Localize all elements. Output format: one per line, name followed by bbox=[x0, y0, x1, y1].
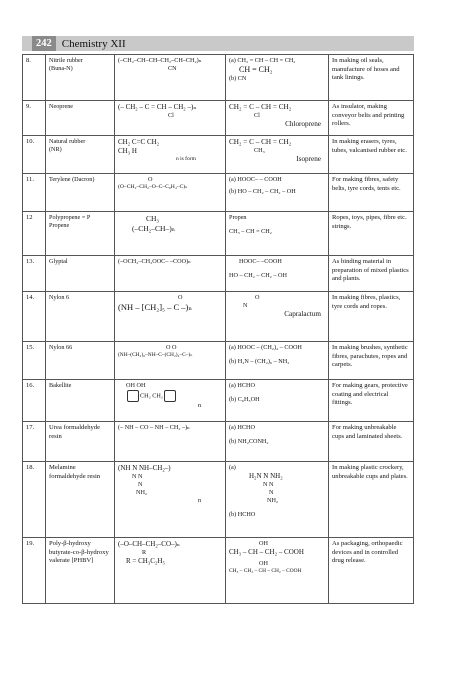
polymer-structure: (NH N NH–CH₂–) N N N NH₂ n bbox=[115, 462, 226, 538]
monomer: (a) HCHO (b) C₆H₅OH bbox=[226, 380, 329, 422]
monomer: (a) HOOC – (CH₂)₄ – COOH (b) H₂N – (CH₂)₆ – NH₂ bbox=[226, 342, 329, 380]
polymer-name: Polypropene = P Propene bbox=[46, 212, 115, 256]
polymer-structure: (–OCH₂–CH₂OOC– –COO)ₙ bbox=[115, 256, 226, 292]
row-number: 19. bbox=[23, 538, 46, 604]
polymer-name: Nylon 6 bbox=[46, 292, 115, 342]
page-number: 242 bbox=[32, 36, 56, 51]
row-number: 17. bbox=[23, 422, 46, 462]
monomer: (a) CH₂ = CH – CH = CH₂ CH = CH₂ (b) CN bbox=[226, 55, 329, 101]
polymer-structure: (– CH₂ – C = CH – CH₂ –)ₙ Cl bbox=[115, 101, 226, 136]
polymer-structure: O O (NH–(CH₂)₆–NH–C–(CH₂)₄–C–)ₙ bbox=[115, 342, 226, 380]
table-row bbox=[23, 174, 414, 212]
polymer-structure: OH OH CH₂ CH₂ n bbox=[115, 380, 226, 422]
table-row bbox=[23, 136, 414, 174]
polymer-name: Glyptal bbox=[46, 256, 115, 292]
table-row bbox=[23, 212, 414, 256]
polymer-name: Nitrile rubber (Buna-N) bbox=[46, 55, 115, 101]
table-row bbox=[23, 422, 414, 462]
polymer-uses: In making erasers, tyres, tubes, valcanised rubber etc. bbox=[329, 136, 414, 174]
page-header bbox=[22, 36, 414, 51]
benzene-ring-icon bbox=[127, 390, 139, 402]
polymer-structure: O (NH – [CH₂]₅ – C –)ₙ bbox=[115, 292, 226, 342]
polymer-uses: In making fibres, plastics, tyre cords and ropes. bbox=[329, 292, 414, 342]
row-number: 8. bbox=[23, 55, 46, 101]
polymer-uses: In making oil seals, manufacture of hoses and tank linings. bbox=[329, 55, 414, 101]
polymer-structure: CH₂ C=C CH₂ CH₃ H n is form bbox=[115, 136, 226, 174]
polymer-table bbox=[22, 54, 414, 604]
row-number: 9. bbox=[23, 101, 46, 136]
book-title: Chemistry XII bbox=[61, 37, 126, 50]
row-number: 15. bbox=[23, 342, 46, 380]
table-row bbox=[23, 292, 414, 342]
polymer-structure: (–CH₂–CH–CH–CH₂–CH–CH₂)ₙ CN bbox=[115, 55, 226, 101]
table-row bbox=[23, 342, 414, 380]
table-row bbox=[23, 538, 414, 604]
row-number: 12 bbox=[23, 212, 46, 256]
monomer: (a) H₂N N NH₂ N N N NH₂ (b) HCHO bbox=[226, 462, 329, 538]
table-row bbox=[23, 55, 414, 101]
monomer: O N Capralactum bbox=[226, 292, 329, 342]
polymer-name: Urea formaldehyde resin bbox=[46, 422, 115, 462]
polymer-uses: For making fibres, safety belts, tyre cords, tents etc. bbox=[329, 174, 414, 212]
polymer-uses: For making unbreakable cups and laminated sheets. bbox=[329, 422, 414, 462]
polymer-structure: CH₃ (–CH₂–CH–)ₙ bbox=[115, 212, 226, 256]
polymer-uses: Ropes, toys, pipes, fibre etc. strings. bbox=[329, 212, 414, 256]
monomer: OH CH₃ – CH – CH₂ – COOH OH CH₃ – CH₂ – CH – CH₂ – COOH bbox=[226, 538, 329, 604]
monomer: (a) HOOC– – COOH (b) HO – CH₂ – CH₂ – OH bbox=[226, 174, 329, 212]
polymer-structure: (–O–CH–CH₂–CO–)ₙ R R = CH₃C₂H₅ bbox=[115, 538, 226, 604]
monomer: CH₂ = C – CH = CH₂ Cl Chloroprene bbox=[226, 101, 329, 136]
monomer: Propen CH₃ – CH = CH₂ bbox=[226, 212, 329, 256]
polymer-name: Melamine formaldehyde resin bbox=[46, 462, 115, 538]
table-row bbox=[23, 256, 414, 292]
monomer: (a) HCHO (b) NH₂CONH₂ bbox=[226, 422, 329, 462]
polymer-uses: As packaging, orthopaedic devices and in controlled drug release. bbox=[329, 538, 414, 604]
polymer-name: Poly-β-hydroxy butyrate-co-β-hydroxy valerate [PHBV] bbox=[46, 538, 115, 604]
polymer-name: Bakellite bbox=[46, 380, 115, 422]
table-row bbox=[23, 380, 414, 422]
polymer-uses: In making plastic crockery, unbreakable cups and plates. bbox=[329, 462, 414, 538]
row-number: 13. bbox=[23, 256, 46, 292]
polymer-name: Nylon 66 bbox=[46, 342, 115, 380]
polymer-structure: O (O–CH₂–CH₂–O–C–C₆H₄–C)ₙ bbox=[115, 174, 226, 212]
polymer-name: Terylene (Dacron) bbox=[46, 174, 115, 212]
polymer-name: Natural rubber (NR) bbox=[46, 136, 115, 174]
polymer-name: Neoprene bbox=[46, 101, 115, 136]
polymer-uses: As binding material in preparation of mixed plastics and plants. bbox=[329, 256, 414, 292]
monomer: HOOC– –COOH HO – CH₂ – CH₂ – OH bbox=[226, 256, 329, 292]
monomer: CH₂ = C – CH = CH₂ CH₃ Isoprene bbox=[226, 136, 329, 174]
table-row bbox=[23, 462, 414, 538]
benzene-ring-icon bbox=[164, 390, 176, 402]
table-row bbox=[23, 101, 414, 136]
row-number: 11. bbox=[23, 174, 46, 212]
row-number: 10. bbox=[23, 136, 46, 174]
polymer-uses: In making brushes, synthetic fibres, parachutes, ropes and carpets. bbox=[329, 342, 414, 380]
row-number: 16. bbox=[23, 380, 46, 422]
polymer-uses: For making gears, protective coating and electrical fittings. bbox=[329, 380, 414, 422]
row-number: 14. bbox=[23, 292, 46, 342]
polymer-uses: As insulator, making conveyor belts and printing rollers. bbox=[329, 101, 414, 136]
polymer-structure: (– NH – CO – NH – CH₂ –)ₙ bbox=[115, 422, 226, 462]
row-number: 18. bbox=[23, 462, 46, 538]
